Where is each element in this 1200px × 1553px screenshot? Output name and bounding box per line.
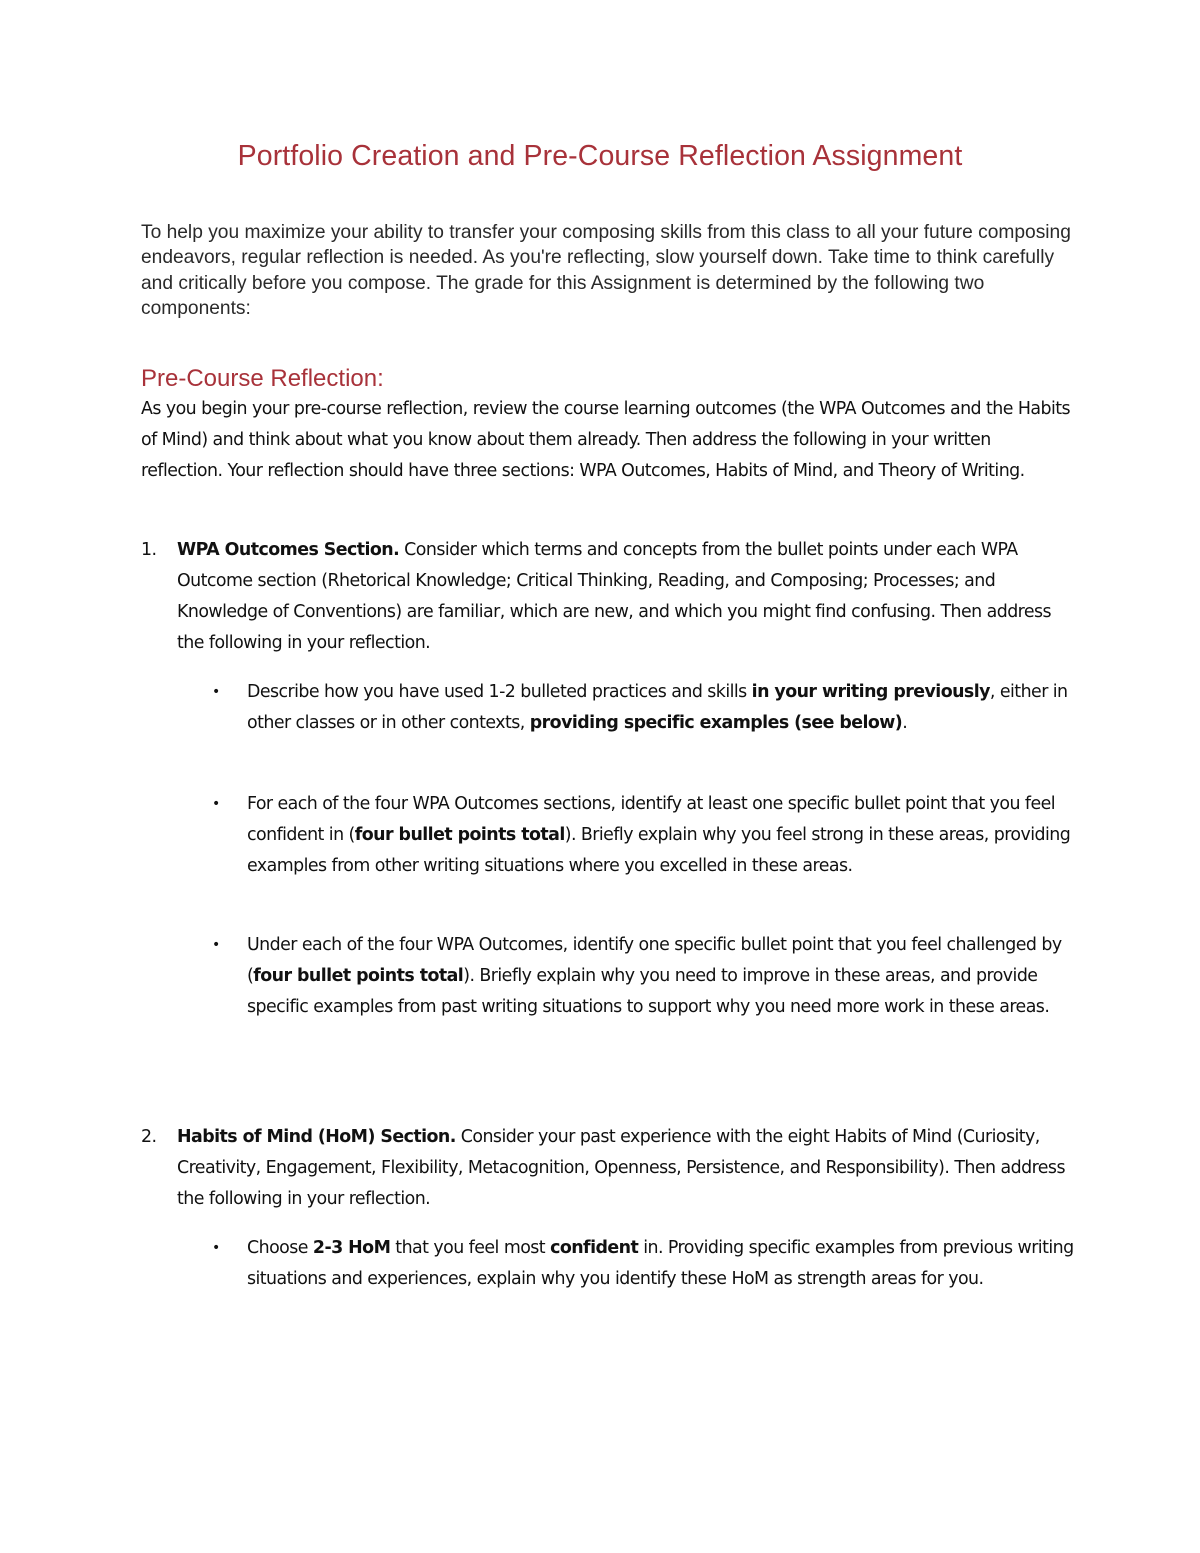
item-body: Consider which terms and concepts from the bullet points under each WPA Outcome section (Rhetorical Knowledge; Critical Thinking, Reading, and Composing; Processes; and Knowledge of Conventions) are familiar, which are new, and which you might find confusing. Then address the following in your reflection.	[177, 540, 1052, 653]
bullet-icon: •	[212, 1240, 220, 1256]
page-title: Portfolio Creation and Pre-Course Reflection Assignment	[237, 140, 963, 172]
bullet-text	[247, 1233, 1077, 1295]
item-bold-lead: Habits of Mind (HoM) Section.	[177, 1127, 456, 1147]
bullet-icon: •	[212, 937, 220, 953]
item-number: 1.	[141, 540, 157, 560]
bullet-text-part: ). Briefly explain why you need to improve in these areas, and provide specific examples from past writing situations to support why you need more work in these areas.	[247, 966, 1050, 1017]
section-heading: Pre-Course Reflection:	[141, 365, 384, 392]
bullet-text-part: .	[902, 713, 908, 733]
bullet-bold-part: 2-3 HoM	[312, 1238, 391, 1258]
bullet-icon: •	[212, 684, 220, 700]
bullet-icon: •	[212, 796, 220, 812]
bullet-text	[247, 930, 1077, 1023]
bullet-bold-part: confident	[550, 1238, 639, 1258]
section-lead-paragraph: As you begin your pre-course reflection, review the course learning outcomes (the WPA Outcomes and the Habits of Mind) and think about what you know about them already. Then address the following in your written reflection. Your reflection should have three sections: WPA Outcomes, Habits of Mind, and Theory of Writing.	[141, 399, 1071, 481]
bullet-text	[247, 677, 1077, 739]
bullet-bold-part: four bullet points total	[253, 966, 464, 986]
bullet-text-part: For each of the four WPA Outcomes sections, identify at least one specific bullet point that you feel confident in (	[247, 794, 1056, 845]
bullet-text-part: in. Providing specific examples from previous writing situations and experiences, explain why you identify these HoM as strength areas for you.	[247, 1238, 1074, 1289]
bullet-text-part: ). Briefly explain why you feel strong in these areas, providing examples from other writing situations where you excelled in these areas.	[247, 825, 1071, 876]
intro-paragraph: To help you maximize your ability to transfer your composing skills from this class to all your future composing endeavors, regular reflection is needed. As you're reflecting, slow yourself down. Take time to think carefully and critically before you compose. The grade for this Assignment is determined by the following two components:	[141, 222, 1071, 319]
item-body: Consider your past experience with the eight Habits of Mind (Curiosity, Creativity, Engagement, Flexibility, Metacognition, Openness, Persistence, and Responsibility). Then address the following in your reflection.	[177, 1127, 1065, 1209]
bullet-text-part: Choose	[247, 1238, 313, 1258]
bullet-bold-part: providing specific examples (see below)	[529, 713, 903, 733]
bullet-text	[247, 789, 1077, 882]
item-bold-lead: WPA Outcomes Section.	[177, 540, 400, 560]
bullet-text-part: , either in other classes or in other contexts,	[247, 682, 1068, 733]
bullet-bold-part: four bullet points total	[354, 825, 565, 845]
bullet-bold-part: in your writing previously	[751, 682, 990, 702]
item-text	[177, 535, 1067, 659]
item-text	[177, 1122, 1067, 1215]
bullet-text-part: that you feel most	[390, 1238, 551, 1258]
item-number: 2.	[141, 1127, 157, 1147]
bullet-text-part: Describe how you have used 1-2 bulleted practices and skills	[247, 682, 752, 702]
bullet-text-part: Under each of the four WPA Outcomes, identify one specific bullet point that you feel challenged by (	[247, 935, 1062, 986]
